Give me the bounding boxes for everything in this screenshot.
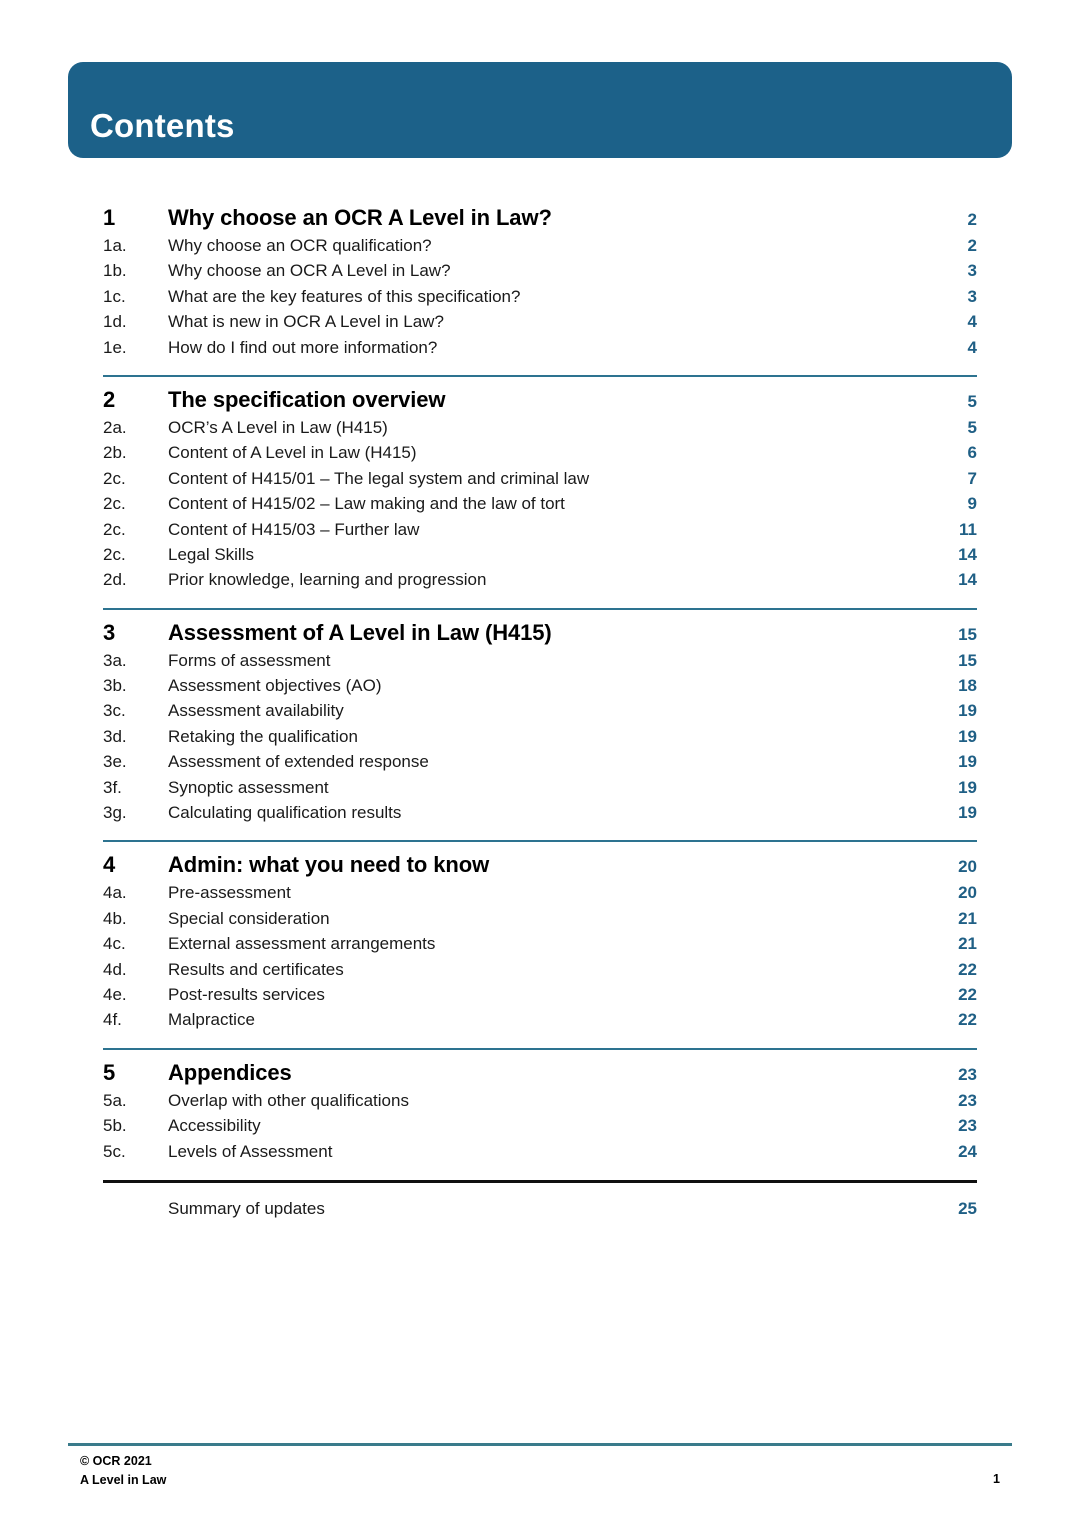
- entry-number: 5b.: [103, 1116, 127, 1136]
- toc-entry[interactable]: [103, 287, 977, 312]
- footer-subject: A Level in Law: [80, 1473, 167, 1488]
- entry-number: 4d.: [103, 959, 127, 979]
- entry-label: Synoptic assessment: [168, 777, 329, 797]
- entry-number: 5a.: [103, 1090, 127, 1110]
- toc-entry[interactable]: [103, 494, 977, 519]
- entry-page-number: 24: [958, 1141, 977, 1161]
- footer-divider: [68, 1443, 1012, 1446]
- toc-entry[interactable]: [103, 778, 977, 803]
- entry-number: 3d.: [103, 726, 127, 746]
- entry-page-number: 19: [958, 777, 977, 797]
- section-number: 5: [103, 1059, 116, 1085]
- toc-entry[interactable]: [103, 651, 977, 676]
- entry-label: Why choose an OCR qualification?: [168, 236, 432, 255]
- entry-page-number: 4: [967, 312, 977, 332]
- toc-entry[interactable]: [103, 570, 977, 595]
- entry-label: Accessibility: [168, 1116, 261, 1136]
- entry-page-number: 21: [958, 908, 977, 928]
- entry-label: Content of H415/01 – The legal system and criminal law: [168, 468, 590, 488]
- entry-label: External assessment arrangements: [168, 934, 436, 954]
- section-title: The specification overview: [168, 386, 446, 412]
- entry-number: 1c.: [103, 286, 126, 306]
- entry-label: Legal Skills: [168, 544, 254, 564]
- entry-label: Content of A Level in Law (H415): [168, 443, 417, 463]
- entry-label: Assessment of extended response: [168, 752, 429, 772]
- footer-left-block: [80, 1452, 166, 1491]
- toc-section-heading[interactable]: [103, 852, 977, 878]
- entry-number: 3c.: [103, 701, 126, 721]
- entry-page-number: 2: [967, 236, 977, 255]
- toc-entry[interactable]: [103, 520, 977, 545]
- toc-entry[interactable]: [103, 469, 977, 494]
- entry-page-number: 19: [958, 726, 977, 746]
- entry-label: Assessment objectives (AO): [168, 676, 382, 696]
- toc-section-3: [103, 608, 977, 829]
- toc-section-2: [103, 375, 977, 596]
- entry-label: How do I find out more information?: [168, 337, 438, 357]
- toc-entry[interactable]: [103, 883, 977, 908]
- toc-entry-summary[interactable]: [103, 1199, 977, 1219]
- page-title: Contents: [90, 107, 235, 144]
- entry-page-number: 6: [967, 443, 977, 463]
- toc-entry[interactable]: [103, 727, 977, 752]
- entry-number: 5c.: [103, 1141, 126, 1161]
- entry-page-number: 22: [958, 1010, 977, 1030]
- section-title: Admin: what you need to know: [168, 852, 490, 878]
- entry-number: 3b.: [103, 676, 127, 696]
- toc-entry[interactable]: [103, 960, 977, 985]
- entry-number: 1a.: [103, 236, 127, 255]
- entry-number: 4a.: [103, 883, 127, 903]
- entry-label: Why choose an OCR A Level in Law?: [168, 261, 451, 281]
- toc-entry[interactable]: [103, 312, 977, 337]
- entry-number: 2b.: [103, 443, 127, 463]
- section-title: Why choose an OCR A Level in Law?: [168, 205, 552, 230]
- entry-page-number: 9: [967, 494, 977, 514]
- toc-entry[interactable]: [103, 338, 977, 363]
- entry-label: Special consideration: [168, 908, 330, 928]
- toc-section-heading[interactable]: [103, 387, 977, 413]
- entry-label: Results and certificates: [168, 959, 344, 979]
- entry-page-number: 21: [958, 934, 977, 954]
- toc-section-5: [103, 1048, 977, 1167]
- section-number: 2: [103, 386, 116, 412]
- summary-page-number: 25: [958, 1198, 977, 1218]
- entry-label: Overlap with other qualifications: [168, 1090, 409, 1110]
- entry-page-number: 22: [958, 959, 977, 979]
- section-page-number: 20: [958, 857, 977, 877]
- footer-copyright: © OCR 2021: [80, 1454, 152, 1468]
- entry-page-number: 19: [958, 803, 977, 823]
- entry-number: 2c.: [103, 519, 126, 539]
- toc-section-4: [103, 840, 977, 1035]
- entry-page-number: 20: [958, 883, 977, 903]
- section-number: 1: [103, 205, 116, 230]
- entry-label: Pre-assessment: [168, 883, 291, 903]
- toc-entry[interactable]: [103, 752, 977, 777]
- contents-banner: [68, 62, 1012, 158]
- section-number: 3: [103, 619, 116, 645]
- entry-page-number: 19: [958, 701, 977, 721]
- entry-page-number: 14: [958, 544, 977, 564]
- toc-entry[interactable]: [103, 1116, 977, 1141]
- entry-label: Forms of assessment: [168, 650, 331, 670]
- entry-page-number: 23: [958, 1116, 977, 1136]
- entry-number: 4c.: [103, 934, 126, 954]
- entry-page-number: 23: [958, 1090, 977, 1110]
- toc-entry[interactable]: [103, 934, 977, 959]
- section-title: Assessment of A Level in Law (H415): [168, 619, 552, 645]
- toc-entry[interactable]: [103, 803, 977, 828]
- toc-entry[interactable]: [103, 236, 977, 261]
- toc-entry[interactable]: [103, 1010, 977, 1035]
- entry-number: 2c.: [103, 468, 126, 488]
- entry-number: 4f.: [103, 1010, 122, 1030]
- entry-page-number: 22: [958, 984, 977, 1004]
- entry-number: 3f.: [103, 777, 122, 797]
- toc-entry[interactable]: [103, 909, 977, 934]
- entry-number: 1b.: [103, 261, 127, 281]
- toc-entry[interactable]: [103, 418, 977, 443]
- entry-label: OCR’s A Level in Law (H415): [168, 417, 388, 437]
- toc-summary-block: [103, 1180, 977, 1219]
- entry-page-number: 11: [959, 519, 977, 539]
- entry-page-number: 3: [967, 286, 977, 306]
- section-title: Appendices: [168, 1059, 292, 1085]
- section-page-number: 2: [967, 210, 977, 229]
- entry-page-number: 4: [967, 337, 977, 357]
- toc-section-heading[interactable]: [103, 205, 977, 231]
- section-page-number: 15: [958, 624, 977, 644]
- toc-entry[interactable]: [103, 443, 977, 468]
- entry-page-number: 15: [958, 650, 977, 670]
- entry-number: 2c.: [103, 494, 126, 514]
- entry-page-number: 14: [958, 570, 977, 590]
- toc-entry[interactable]: [103, 676, 977, 701]
- entry-label: Content of H415/02 – Law making and the law of tort: [168, 494, 565, 514]
- toc-section-1: [103, 205, 977, 363]
- section-page-number: 5: [967, 391, 977, 411]
- entry-page-number: 7: [967, 468, 977, 488]
- entry-label: Assessment availability: [168, 701, 344, 721]
- entry-page-number: 19: [958, 752, 977, 772]
- entry-page-number: 5: [967, 417, 977, 437]
- table-of-contents: [103, 205, 977, 1219]
- entry-number: 2c.: [103, 544, 126, 564]
- page-footer: [80, 1452, 1000, 1491]
- entry-number: 1e.: [103, 337, 127, 357]
- entry-label: Levels of Assessment: [168, 1141, 333, 1161]
- entry-label: Post-results services: [168, 984, 325, 1004]
- toc-entry[interactable]: [103, 985, 977, 1010]
- entry-label: What are the key features of this specification?: [168, 286, 521, 306]
- summary-label: Summary of updates: [168, 1198, 325, 1218]
- entry-label: Malpractice: [168, 1010, 255, 1030]
- entry-number: 2a.: [103, 417, 127, 437]
- footer-page-number: 1: [993, 1472, 1000, 1486]
- entry-number: 3a.: [103, 650, 127, 670]
- entry-label: Calculating qualification results: [168, 803, 402, 823]
- entry-number: 1d.: [103, 312, 127, 332]
- toc-entry[interactable]: [103, 1142, 977, 1167]
- toc-entry[interactable]: [103, 261, 977, 286]
- section-number: 4: [103, 852, 116, 878]
- toc-entry[interactable]: [103, 1091, 977, 1116]
- entry-label: What is new in OCR A Level in Law?: [168, 312, 444, 332]
- entry-number: 4e.: [103, 984, 127, 1004]
- entry-number: 2d.: [103, 570, 127, 590]
- toc-entry[interactable]: [103, 545, 977, 570]
- toc-entry[interactable]: [103, 701, 977, 726]
- toc-section-heading[interactable]: [103, 620, 977, 646]
- entry-number: 3g.: [103, 803, 127, 823]
- entry-page-number: 18: [958, 676, 977, 696]
- toc-section-heading[interactable]: [103, 1060, 977, 1086]
- entry-number: 3e.: [103, 752, 127, 772]
- section-page-number: 23: [958, 1064, 977, 1084]
- entry-page-number: 3: [967, 261, 977, 281]
- entry-number: 4b.: [103, 908, 127, 928]
- entry-label: Prior knowledge, learning and progression: [168, 570, 487, 590]
- entry-label: Content of H415/03 – Further law: [168, 519, 420, 539]
- entry-label: Retaking the qualification: [168, 726, 358, 746]
